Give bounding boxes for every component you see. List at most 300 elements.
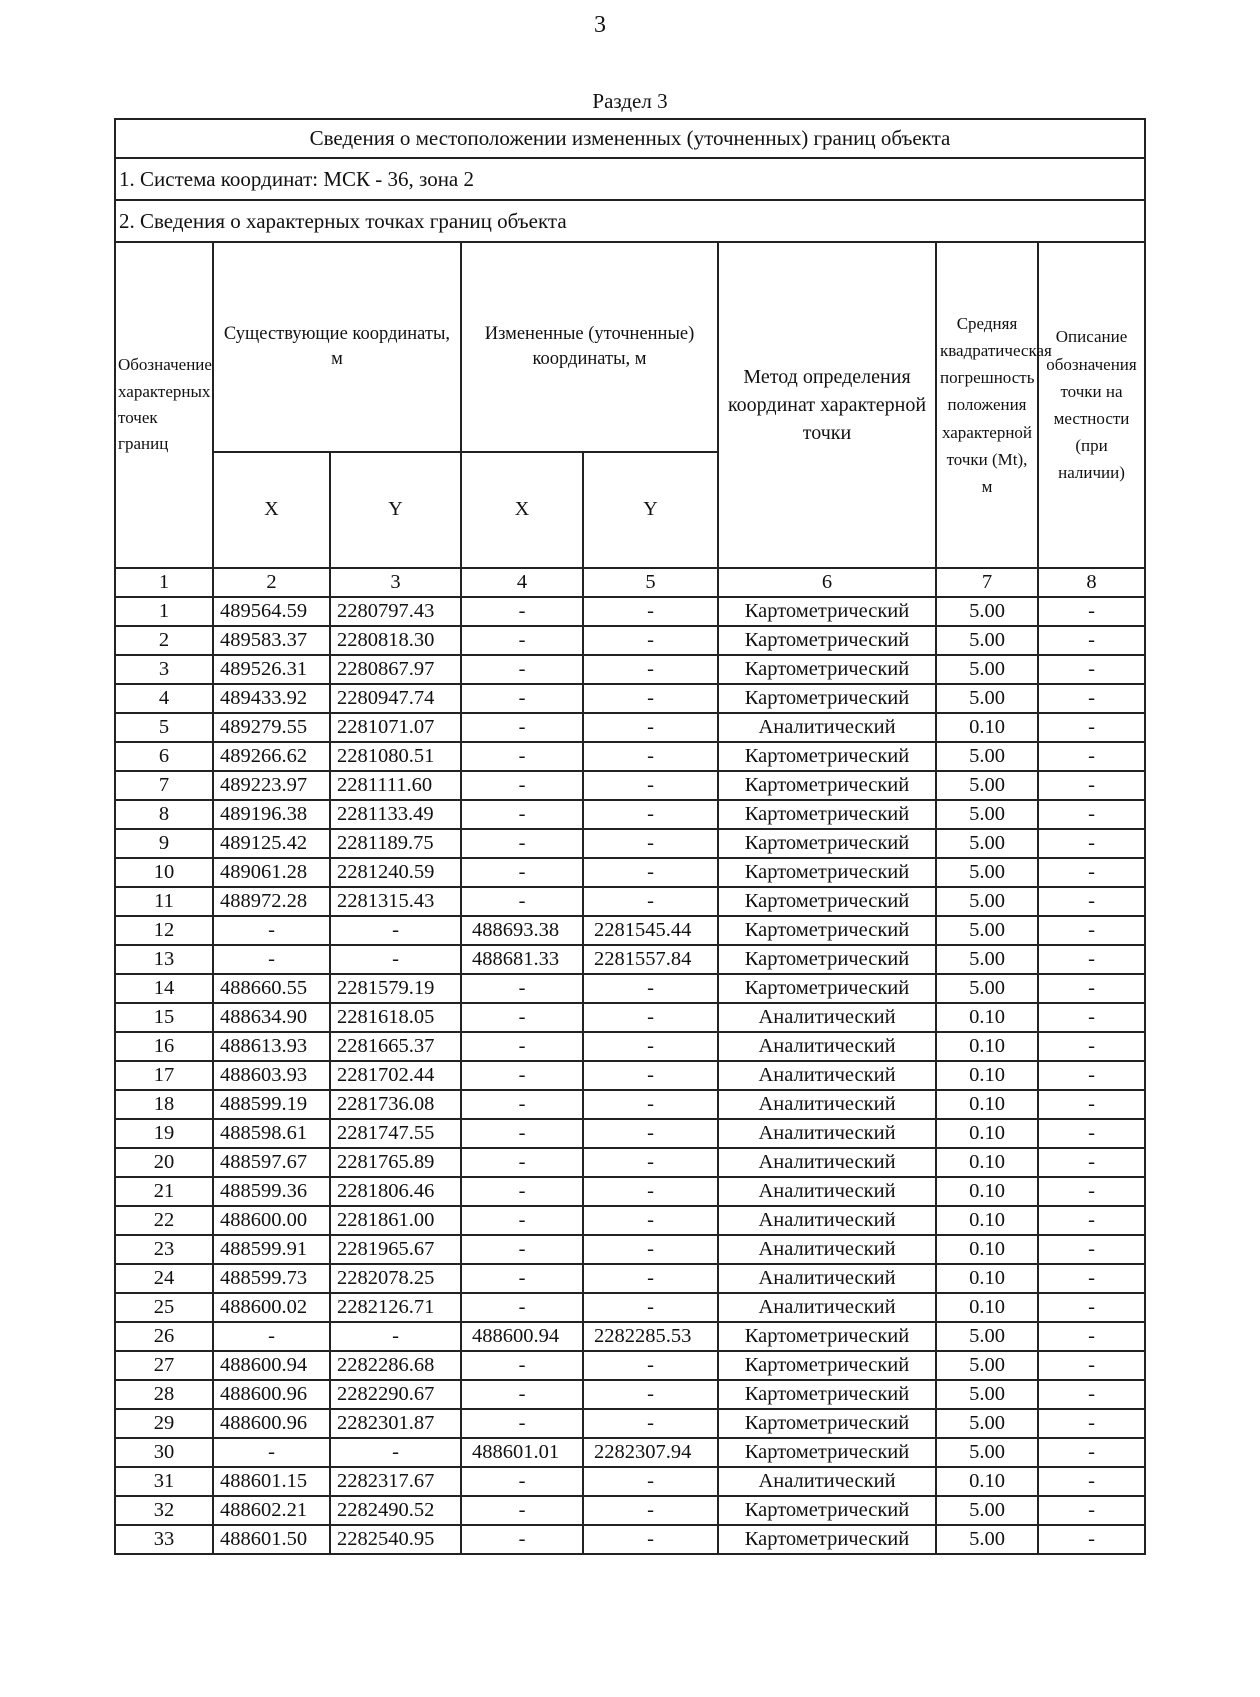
changed-x-cell: - bbox=[461, 800, 583, 829]
description-cell: - bbox=[1038, 974, 1145, 1003]
changed-x-cell: - bbox=[461, 684, 583, 713]
changed-x-cell: - bbox=[461, 626, 583, 655]
table-row bbox=[115, 713, 1145, 742]
method-cell: Аналитический bbox=[718, 1177, 936, 1206]
method-cell: Картометрический bbox=[718, 684, 936, 713]
description-cell: - bbox=[1038, 945, 1145, 974]
changed-y-cell: - bbox=[583, 1003, 718, 1032]
description-cell: - bbox=[1038, 684, 1145, 713]
table-row bbox=[115, 1235, 1145, 1264]
table-row bbox=[115, 800, 1145, 829]
changed-y-cell: - bbox=[583, 655, 718, 684]
point-number-cell: 31 bbox=[115, 1467, 213, 1496]
description-cell: - bbox=[1038, 1409, 1145, 1438]
changed-x-cell: 488693.38 bbox=[461, 916, 583, 945]
existing-y-cell: 2282126.71 bbox=[330, 1293, 461, 1322]
existing-y-cell: 2281702.44 bbox=[330, 1061, 461, 1090]
changed-y-cell: - bbox=[583, 684, 718, 713]
point-number-cell: 11 bbox=[115, 887, 213, 916]
existing-x-cell: 488601.50 bbox=[213, 1525, 330, 1554]
changed-y-cell: - bbox=[583, 1264, 718, 1293]
changed-x-cell: - bbox=[461, 1496, 583, 1525]
table-row bbox=[115, 1003, 1145, 1032]
existing-y-cell: 2280867.97 bbox=[330, 655, 461, 684]
method-cell: Картометрический bbox=[718, 626, 936, 655]
point-number-cell: 1 bbox=[115, 597, 213, 626]
existing-y-cell: 2282301.87 bbox=[330, 1409, 461, 1438]
description-cell: - bbox=[1038, 829, 1145, 858]
description-cell: - bbox=[1038, 916, 1145, 945]
existing-x-cell: 488599.73 bbox=[213, 1264, 330, 1293]
description-cell: - bbox=[1038, 1061, 1145, 1090]
existing-y-cell: 2282286.68 bbox=[330, 1351, 461, 1380]
changed-x-cell: - bbox=[461, 771, 583, 800]
method-cell: Картометрический bbox=[718, 1351, 936, 1380]
existing-x-cell: 488600.00 bbox=[213, 1206, 330, 1235]
changed-x-cell: - bbox=[461, 1409, 583, 1438]
existing-y-cell: 2281736.08 bbox=[330, 1090, 461, 1119]
method-cell: Картометрический bbox=[718, 771, 936, 800]
existing-y-cell: 2282317.67 bbox=[330, 1467, 461, 1496]
description-cell: - bbox=[1038, 597, 1145, 626]
changed-y-cell: - bbox=[583, 771, 718, 800]
changed-y-cell: 2282285.53 bbox=[583, 1322, 718, 1351]
description-cell: - bbox=[1038, 1467, 1145, 1496]
method-cell: Картометрический bbox=[718, 1525, 936, 1554]
table-row bbox=[115, 597, 1145, 626]
method-cell: Картометрический bbox=[718, 945, 936, 974]
existing-x-cell: 489223.97 bbox=[213, 771, 330, 800]
changed-y-cell: - bbox=[583, 1090, 718, 1119]
points-heading: 2. Сведения о характерных точках границ объекта bbox=[115, 200, 1145, 242]
method-cell: Аналитический bbox=[718, 1206, 936, 1235]
description-cell: - bbox=[1038, 1438, 1145, 1467]
description-cell: - bbox=[1038, 1380, 1145, 1409]
existing-x-cell: 488613.93 bbox=[213, 1032, 330, 1061]
description-cell: - bbox=[1038, 655, 1145, 684]
existing-y-cell: 2281806.46 bbox=[330, 1177, 461, 1206]
header-existing-coordinates: Существующие координаты, м bbox=[213, 242, 461, 452]
point-number-cell: 21 bbox=[115, 1177, 213, 1206]
error-cell: 5.00 bbox=[936, 1351, 1038, 1380]
description-cell: - bbox=[1038, 1322, 1145, 1351]
error-cell: 0.10 bbox=[936, 1235, 1038, 1264]
table-row bbox=[115, 1148, 1145, 1177]
existing-x-cell: 489564.59 bbox=[213, 597, 330, 626]
changed-y-cell: - bbox=[583, 626, 718, 655]
error-cell: 0.10 bbox=[936, 1206, 1038, 1235]
error-cell: 5.00 bbox=[936, 655, 1038, 684]
existing-y-cell: 2282290.67 bbox=[330, 1380, 461, 1409]
method-cell: Картометрический bbox=[718, 1496, 936, 1525]
changed-y-cell: - bbox=[583, 858, 718, 887]
changed-x-cell: - bbox=[461, 1119, 583, 1148]
description-cell: - bbox=[1038, 713, 1145, 742]
existing-x-cell: - bbox=[213, 1322, 330, 1351]
existing-y-cell: 2282540.95 bbox=[330, 1525, 461, 1554]
table-row bbox=[115, 1380, 1145, 1409]
changed-y-cell: - bbox=[583, 597, 718, 626]
changed-y-cell: - bbox=[583, 1525, 718, 1554]
existing-x-cell: 488599.36 bbox=[213, 1177, 330, 1206]
column-number: 1 bbox=[115, 568, 213, 597]
changed-x-cell: - bbox=[461, 742, 583, 771]
table-row bbox=[115, 1438, 1145, 1467]
table-row bbox=[115, 1322, 1145, 1351]
existing-y-cell: 2281080.51 bbox=[330, 742, 461, 771]
description-cell: - bbox=[1038, 1235, 1145, 1264]
column-number: 4 bbox=[461, 568, 583, 597]
existing-y-cell: 2281315.43 bbox=[330, 887, 461, 916]
changed-y-cell: - bbox=[583, 829, 718, 858]
error-cell: 5.00 bbox=[936, 829, 1038, 858]
changed-x-cell: - bbox=[461, 1061, 583, 1090]
description-cell: - bbox=[1038, 1148, 1145, 1177]
point-number-cell: 23 bbox=[115, 1235, 213, 1264]
error-cell: 5.00 bbox=[936, 1438, 1038, 1467]
existing-y-cell: 2281133.49 bbox=[330, 800, 461, 829]
method-cell: Аналитический bbox=[718, 1119, 936, 1148]
existing-x-cell: 488602.21 bbox=[213, 1496, 330, 1525]
column-number: 8 bbox=[1038, 568, 1145, 597]
existing-x-cell: 489279.55 bbox=[213, 713, 330, 742]
description-cell: - bbox=[1038, 771, 1145, 800]
point-number-cell: 17 bbox=[115, 1061, 213, 1090]
header-changed-y: Y bbox=[583, 452, 718, 568]
table-row bbox=[115, 916, 1145, 945]
changed-y-cell: - bbox=[583, 1293, 718, 1322]
table-row bbox=[115, 1293, 1145, 1322]
table-title: Сведения о местоположении измененных (уточненных) границ объекта bbox=[115, 119, 1145, 158]
changed-y-cell: - bbox=[583, 742, 718, 771]
method-cell: Аналитический bbox=[718, 1090, 936, 1119]
error-cell: 0.10 bbox=[936, 1264, 1038, 1293]
point-number-cell: 27 bbox=[115, 1351, 213, 1380]
error-cell: 0.10 bbox=[936, 1293, 1038, 1322]
changed-x-cell: - bbox=[461, 1467, 583, 1496]
point-number-cell: 29 bbox=[115, 1409, 213, 1438]
point-number-cell: 6 bbox=[115, 742, 213, 771]
method-cell: Картометрический bbox=[718, 858, 936, 887]
description-cell: - bbox=[1038, 1177, 1145, 1206]
existing-x-cell: 488600.02 bbox=[213, 1293, 330, 1322]
changed-x-cell: 488681.33 bbox=[461, 945, 583, 974]
column-number: 6 bbox=[718, 568, 936, 597]
method-cell: Картометрический bbox=[718, 1409, 936, 1438]
existing-x-cell: - bbox=[213, 916, 330, 945]
table-row bbox=[115, 1496, 1145, 1525]
changed-x-cell: 488601.01 bbox=[461, 1438, 583, 1467]
method-cell: Картометрический bbox=[718, 974, 936, 1003]
table-row bbox=[115, 626, 1145, 655]
existing-y-cell: 2281765.89 bbox=[330, 1148, 461, 1177]
table-row bbox=[115, 1032, 1145, 1061]
existing-y-cell: 2281618.05 bbox=[330, 1003, 461, 1032]
method-cell: Картометрический bbox=[718, 887, 936, 916]
header-existing-x: X bbox=[213, 452, 330, 568]
boundary-points-table bbox=[114, 118, 1146, 1555]
method-cell: Аналитический bbox=[718, 1264, 936, 1293]
error-cell: 0.10 bbox=[936, 1090, 1038, 1119]
table-row bbox=[115, 742, 1145, 771]
changed-y-cell: - bbox=[583, 887, 718, 916]
changed-x-cell: - bbox=[461, 655, 583, 684]
existing-y-cell: 2281665.37 bbox=[330, 1032, 461, 1061]
changed-x-cell: - bbox=[461, 1235, 583, 1264]
changed-y-cell: 2281545.44 bbox=[583, 916, 718, 945]
existing-y-cell: - bbox=[330, 1322, 461, 1351]
header-method: Метод определения координат характерной точки bbox=[718, 242, 936, 568]
error-cell: 5.00 bbox=[936, 800, 1038, 829]
table-row bbox=[115, 1351, 1145, 1380]
changed-x-cell: - bbox=[461, 887, 583, 916]
table-row bbox=[115, 1264, 1145, 1293]
method-cell: Картометрический bbox=[718, 1438, 936, 1467]
changed-x-cell: - bbox=[461, 1264, 583, 1293]
existing-x-cell: 488600.96 bbox=[213, 1409, 330, 1438]
section-label: Раздел 3 bbox=[592, 89, 668, 113]
changed-y-cell: - bbox=[583, 1235, 718, 1264]
point-number-cell: 28 bbox=[115, 1380, 213, 1409]
description-cell: - bbox=[1038, 1351, 1145, 1380]
existing-x-cell: - bbox=[213, 945, 330, 974]
coordinate-system: 1. Система координат: МСК - 36, зона 2 bbox=[115, 158, 1145, 200]
description-cell: - bbox=[1038, 887, 1145, 916]
changed-x-cell: - bbox=[461, 1351, 583, 1380]
table-row bbox=[115, 1206, 1145, 1235]
point-number-cell: 16 bbox=[115, 1032, 213, 1061]
existing-y-cell: 2281747.55 bbox=[330, 1119, 461, 1148]
existing-x-cell: 489196.38 bbox=[213, 800, 330, 829]
table-row bbox=[115, 974, 1145, 1003]
point-number-cell: 15 bbox=[115, 1003, 213, 1032]
changed-y-cell: - bbox=[583, 974, 718, 1003]
method-cell: Картометрический bbox=[718, 597, 936, 626]
existing-x-cell: 488600.94 bbox=[213, 1351, 330, 1380]
point-number-cell: 7 bbox=[115, 771, 213, 800]
point-number-cell: 18 bbox=[115, 1090, 213, 1119]
error-cell: 5.00 bbox=[936, 1380, 1038, 1409]
changed-x-cell: - bbox=[461, 1032, 583, 1061]
changed-y-cell: - bbox=[583, 1148, 718, 1177]
error-cell: 0.10 bbox=[936, 1467, 1038, 1496]
existing-x-cell: - bbox=[213, 1438, 330, 1467]
point-number-cell: 12 bbox=[115, 916, 213, 945]
changed-y-cell: - bbox=[583, 1177, 718, 1206]
header-error: Средняя квадратическая погрешность положения характерной точки (Mt), м bbox=[936, 242, 1038, 568]
existing-y-cell: 2281071.07 bbox=[330, 713, 461, 742]
table-row bbox=[115, 1090, 1145, 1119]
existing-x-cell: 489061.28 bbox=[213, 858, 330, 887]
error-cell: 5.00 bbox=[936, 771, 1038, 800]
error-cell: 5.00 bbox=[936, 597, 1038, 626]
table-row bbox=[115, 1409, 1145, 1438]
method-cell: Картометрический bbox=[718, 655, 936, 684]
table-row bbox=[115, 1177, 1145, 1206]
table-row bbox=[115, 1525, 1145, 1554]
existing-x-cell: 488599.91 bbox=[213, 1235, 330, 1264]
error-cell: 0.10 bbox=[936, 1148, 1038, 1177]
column-numbers-row bbox=[115, 568, 1145, 597]
description-cell: - bbox=[1038, 1496, 1145, 1525]
changed-y-cell: - bbox=[583, 1351, 718, 1380]
method-cell: Аналитический bbox=[718, 1032, 936, 1061]
method-cell: Картометрический bbox=[718, 742, 936, 771]
existing-y-cell: - bbox=[330, 916, 461, 945]
error-cell: 5.00 bbox=[936, 858, 1038, 887]
error-cell: 0.10 bbox=[936, 1177, 1038, 1206]
point-number-cell: 9 bbox=[115, 829, 213, 858]
header-designation: Обозначение характерных точек границ bbox=[115, 242, 213, 568]
changed-x-cell: - bbox=[461, 1003, 583, 1032]
existing-x-cell: 488599.19 bbox=[213, 1090, 330, 1119]
method-cell: Аналитический bbox=[718, 1061, 936, 1090]
changed-y-cell: - bbox=[583, 1409, 718, 1438]
page-number: 3 bbox=[594, 12, 606, 38]
point-number-cell: 14 bbox=[115, 974, 213, 1003]
point-number-cell: 32 bbox=[115, 1496, 213, 1525]
description-cell: - bbox=[1038, 1119, 1145, 1148]
method-cell: Аналитический bbox=[718, 1293, 936, 1322]
error-cell: 5.00 bbox=[936, 1525, 1038, 1554]
changed-x-cell: - bbox=[461, 829, 583, 858]
column-number: 7 bbox=[936, 568, 1038, 597]
header-description: Описание обозначения точки на местности (при наличии) bbox=[1038, 242, 1145, 568]
method-cell: Картометрический bbox=[718, 1380, 936, 1409]
method-cell: Картометрический bbox=[718, 1322, 936, 1351]
error-cell: 5.00 bbox=[936, 916, 1038, 945]
existing-y-cell: - bbox=[330, 1438, 461, 1467]
table-row bbox=[115, 1119, 1145, 1148]
method-cell: Аналитический bbox=[718, 1003, 936, 1032]
error-cell: 0.10 bbox=[936, 1032, 1038, 1061]
changed-x-cell: - bbox=[461, 1177, 583, 1206]
error-cell: 5.00 bbox=[936, 1496, 1038, 1525]
existing-y-cell: - bbox=[330, 945, 461, 974]
changed-y-cell: - bbox=[583, 1467, 718, 1496]
header-existing-y: Y bbox=[330, 452, 461, 568]
existing-x-cell: 488598.61 bbox=[213, 1119, 330, 1148]
existing-y-cell: 2280818.30 bbox=[330, 626, 461, 655]
changed-x-cell: - bbox=[461, 1206, 583, 1235]
changed-x-cell: 488600.94 bbox=[461, 1322, 583, 1351]
point-number-cell: 2 bbox=[115, 626, 213, 655]
existing-x-cell: 488600.96 bbox=[213, 1380, 330, 1409]
point-number-cell: 25 bbox=[115, 1293, 213, 1322]
changed-y-cell: - bbox=[583, 1496, 718, 1525]
existing-y-cell: 2281240.59 bbox=[330, 858, 461, 887]
description-cell: - bbox=[1038, 742, 1145, 771]
method-cell: Картометрический bbox=[718, 916, 936, 945]
changed-y-cell: - bbox=[583, 1119, 718, 1148]
point-number-cell: 19 bbox=[115, 1119, 213, 1148]
existing-y-cell: 2281579.19 bbox=[330, 974, 461, 1003]
table-row bbox=[115, 684, 1145, 713]
header-changed-coordinates: Измененные (уточненные) координаты, м bbox=[461, 242, 718, 452]
existing-y-cell: 2282490.52 bbox=[330, 1496, 461, 1525]
point-number-cell: 24 bbox=[115, 1264, 213, 1293]
point-number-cell: 22 bbox=[115, 1206, 213, 1235]
description-cell: - bbox=[1038, 1206, 1145, 1235]
point-number-cell: 10 bbox=[115, 858, 213, 887]
table-row bbox=[115, 829, 1145, 858]
existing-y-cell: 2280947.74 bbox=[330, 684, 461, 713]
changed-y-cell: 2281557.84 bbox=[583, 945, 718, 974]
existing-x-cell: 489433.92 bbox=[213, 684, 330, 713]
changed-y-cell: 2282307.94 bbox=[583, 1438, 718, 1467]
existing-x-cell: 489125.42 bbox=[213, 829, 330, 858]
existing-y-cell: 2281861.00 bbox=[330, 1206, 461, 1235]
existing-y-cell: 2281111.60 bbox=[330, 771, 461, 800]
existing-y-cell: 2282078.25 bbox=[330, 1264, 461, 1293]
method-cell: Аналитический bbox=[718, 1148, 936, 1177]
changed-x-cell: - bbox=[461, 1148, 583, 1177]
existing-x-cell: 489583.37 bbox=[213, 626, 330, 655]
table-row bbox=[115, 1467, 1145, 1496]
existing-y-cell: 2281965.67 bbox=[330, 1235, 461, 1264]
changed-y-cell: - bbox=[583, 1206, 718, 1235]
point-number-cell: 33 bbox=[115, 1525, 213, 1554]
table-body bbox=[115, 597, 1145, 1554]
existing-x-cell: 488601.15 bbox=[213, 1467, 330, 1496]
existing-x-cell: 489266.62 bbox=[213, 742, 330, 771]
table-row bbox=[115, 771, 1145, 800]
point-number-cell: 26 bbox=[115, 1322, 213, 1351]
point-number-cell: 8 bbox=[115, 800, 213, 829]
existing-y-cell: 2281189.75 bbox=[330, 829, 461, 858]
changed-x-cell: - bbox=[461, 974, 583, 1003]
error-cell: 0.10 bbox=[936, 1119, 1038, 1148]
table-row bbox=[115, 945, 1145, 974]
error-cell: 5.00 bbox=[936, 887, 1038, 916]
description-cell: - bbox=[1038, 1090, 1145, 1119]
changed-x-cell: - bbox=[461, 1380, 583, 1409]
method-cell: Аналитический bbox=[718, 1235, 936, 1264]
description-cell: - bbox=[1038, 1003, 1145, 1032]
changed-x-cell: - bbox=[461, 1090, 583, 1119]
point-number-cell: 30 bbox=[115, 1438, 213, 1467]
changed-y-cell: - bbox=[583, 1032, 718, 1061]
column-number: 5 bbox=[583, 568, 718, 597]
changed-x-cell: - bbox=[461, 713, 583, 742]
header-changed-x: X bbox=[461, 452, 583, 568]
existing-x-cell: 489526.31 bbox=[213, 655, 330, 684]
column-number: 2 bbox=[213, 568, 330, 597]
table-row bbox=[115, 858, 1145, 887]
existing-x-cell: 488603.93 bbox=[213, 1061, 330, 1090]
error-cell: 0.10 bbox=[936, 1003, 1038, 1032]
existing-x-cell: 488660.55 bbox=[213, 974, 330, 1003]
error-cell: 5.00 bbox=[936, 626, 1038, 655]
column-number: 3 bbox=[330, 568, 461, 597]
error-cell: 0.10 bbox=[936, 713, 1038, 742]
method-cell: Картометрический bbox=[718, 800, 936, 829]
description-cell: - bbox=[1038, 626, 1145, 655]
error-cell: 5.00 bbox=[936, 684, 1038, 713]
point-number-cell: 5 bbox=[115, 713, 213, 742]
error-cell: 5.00 bbox=[936, 945, 1038, 974]
table-row bbox=[115, 887, 1145, 916]
error-cell: 5.00 bbox=[936, 974, 1038, 1003]
description-cell: - bbox=[1038, 1032, 1145, 1061]
existing-x-cell: 488597.67 bbox=[213, 1148, 330, 1177]
error-cell: 5.00 bbox=[936, 742, 1038, 771]
changed-y-cell: - bbox=[583, 1380, 718, 1409]
table-row bbox=[115, 655, 1145, 684]
point-number-cell: 20 bbox=[115, 1148, 213, 1177]
point-number-cell: 3 bbox=[115, 655, 213, 684]
method-cell: Картометрический bbox=[718, 829, 936, 858]
